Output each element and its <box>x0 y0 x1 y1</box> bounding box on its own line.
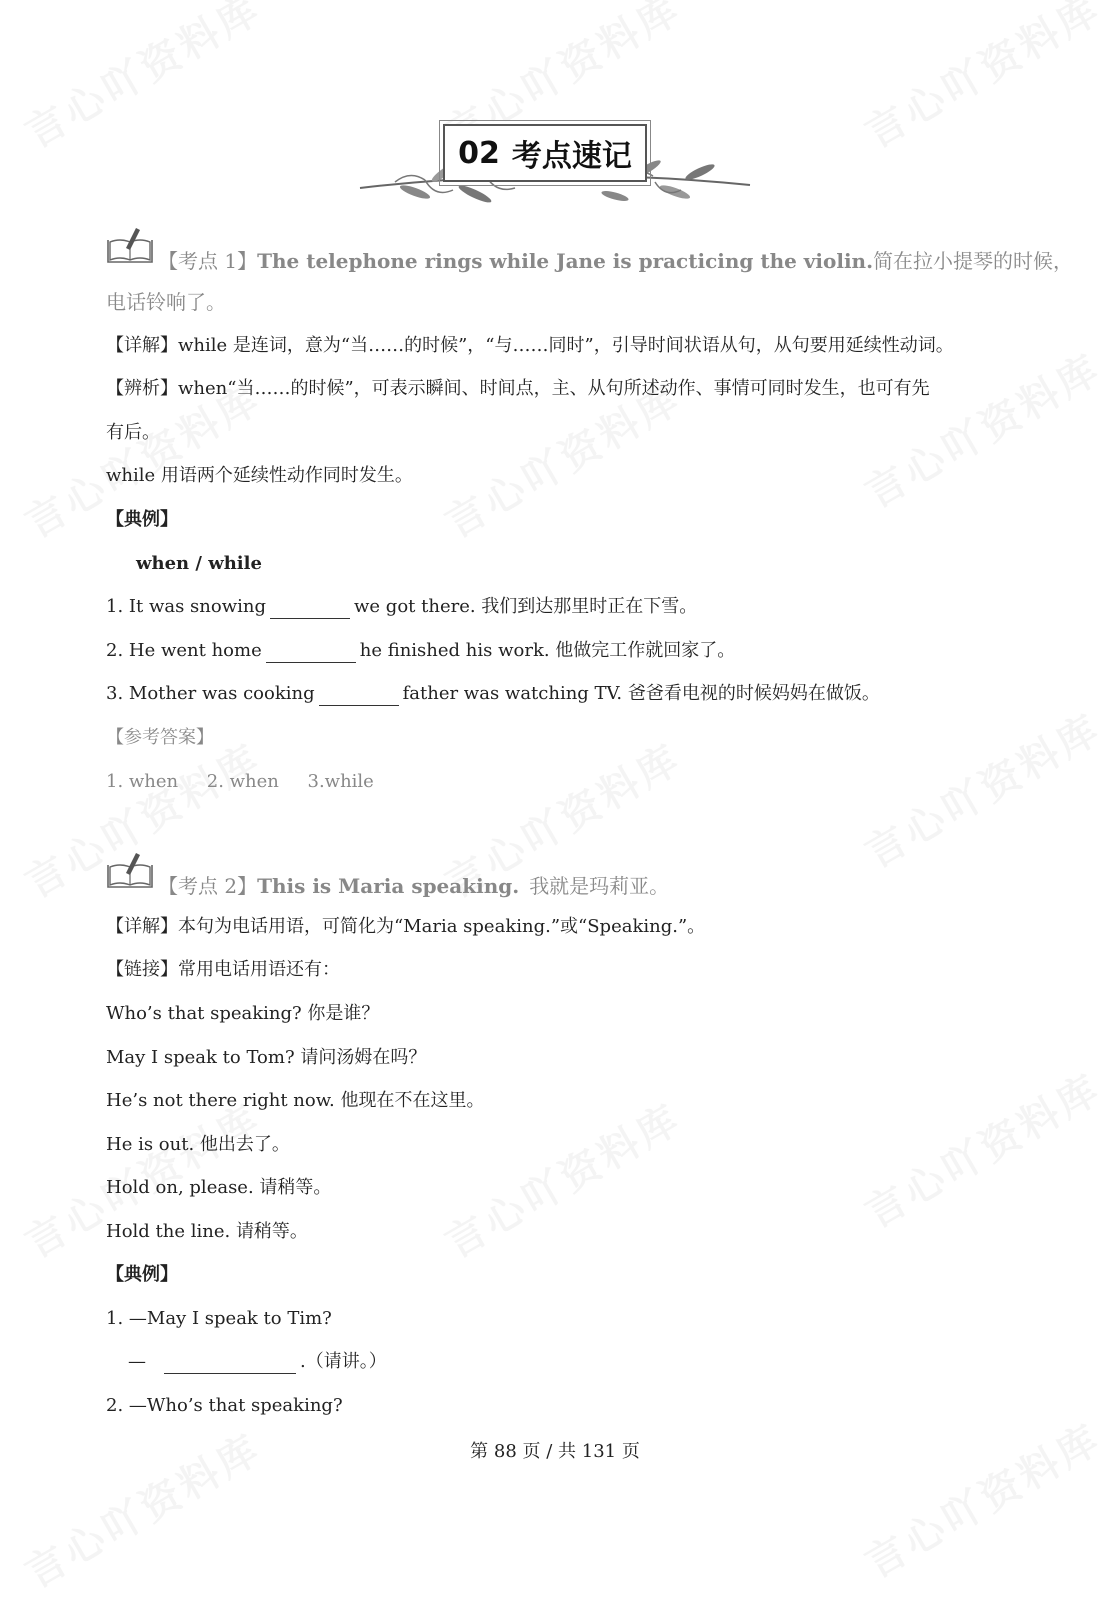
book-pen-icon <box>106 851 154 889</box>
point1-title-en: The telephone rings while Jane is practicing the violin. <box>257 249 874 273</box>
point2-example-heading: 【典例】 <box>106 1264 178 1285</box>
section-banner <box>355 110 755 220</box>
dash: — <box>128 1351 146 1372</box>
question-text: 2. He went home <box>106 640 262 661</box>
point1-answer-heading: 【参考答案】 <box>106 727 214 748</box>
book-pen-icon <box>106 226 154 264</box>
point2-title-cn: 我就是玛莉亚。 <box>529 874 670 898</box>
point1-example-heading: 【典例】 <box>106 509 178 530</box>
question-text: father was watching TV. 爸爸看电视的时候妈妈在做饭。 <box>402 683 880 704</box>
point2-question-1: 1. —May I speak to Tim? <box>106 1308 332 1329</box>
point2-link: 【链接】常用电话用语还有： <box>106 959 340 980</box>
phrase-item: He is out. 他出去了。 <box>106 1134 290 1155</box>
question-text: we got there. 我们到达那里时正在下雪。 <box>354 596 698 617</box>
reply-hint: .（请讲。） <box>300 1351 387 1372</box>
answer-blank[interactable] <box>270 600 350 619</box>
watermark <box>13 0 270 159</box>
point2-title <box>158 874 669 898</box>
point2-question-2: 2. —Who’s that speaking? <box>106 1395 343 1416</box>
answer-blank[interactable] <box>164 1355 296 1374</box>
question-text: 3. Mother was cooking <box>106 683 315 704</box>
point2-detail: 【详解】本句为电话用语，可简化为“Maria speaking.”或“Speaking.”。 <box>106 916 706 937</box>
point2-question-1-reply <box>128 1350 387 1374</box>
watermark <box>853 1058 1110 1239</box>
question-text: 1. It was snowing <box>106 596 267 617</box>
phrase-item: May I speak to Tom? 请问汤姆在吗？ <box>106 1047 427 1068</box>
point1-question-1 <box>106 595 697 619</box>
point1-question-2 <box>106 639 735 663</box>
page-footer: 第 88 页 / 共 131 页 <box>470 1441 640 1462</box>
point1-analysis: 【辨析】when“当……的时候”，可表示瞬间、时间点，主、从句所述动作、事情可同时发生，也可有先 <box>106 378 930 399</box>
point1-title-cn: 简在拉小提琴的时候， <box>873 249 1074 273</box>
watermark <box>853 0 1110 159</box>
phrase-item: Hold the line. 请稍等。 <box>106 1221 308 1242</box>
point2-label: 【考点 2】 <box>158 874 258 898</box>
watermark <box>433 1088 690 1269</box>
answer-blank[interactable] <box>319 687 399 706</box>
phrase-item: Hold on, please. 请稍等。 <box>106 1177 332 1198</box>
phrase-item: He’s not there right now. 他现在不在这里。 <box>106 1090 485 1111</box>
banner-number: 02 <box>458 135 500 171</box>
point1-analysis-while: while 用语两个延续性动作同时发生。 <box>106 465 413 486</box>
answer-blank[interactable] <box>266 644 356 663</box>
point1-options: when / while <box>136 553 262 574</box>
question-text: he finished his work. 他做完工作就回家了。 <box>359 640 736 661</box>
point1-title <box>158 249 1073 273</box>
point1-question-3 <box>106 682 880 706</box>
banner-title-box <box>443 124 647 182</box>
point1-detail: 【详解】while 是连词，意为“当……的时候”，“与……同时”，引导时间状语从句，从句要用延续性动词。 <box>106 335 954 356</box>
banner-title: 考点速记 <box>511 139 632 174</box>
point2-title-en: This is Maria speaking. <box>257 874 520 898</box>
phrase-item: Who’s that speaking? 你是谁？ <box>106 1003 380 1024</box>
watermark <box>853 698 1110 879</box>
watermark <box>853 1408 1110 1589</box>
point1-label: 【考点 1】 <box>158 249 258 273</box>
point1-analysis-cont: 有后。 <box>106 422 160 443</box>
point1-title-cont: 电话铃响了。 <box>106 290 226 314</box>
point1-answers: 1. when 2. when 3.while <box>106 771 374 792</box>
watermark <box>853 338 1110 519</box>
